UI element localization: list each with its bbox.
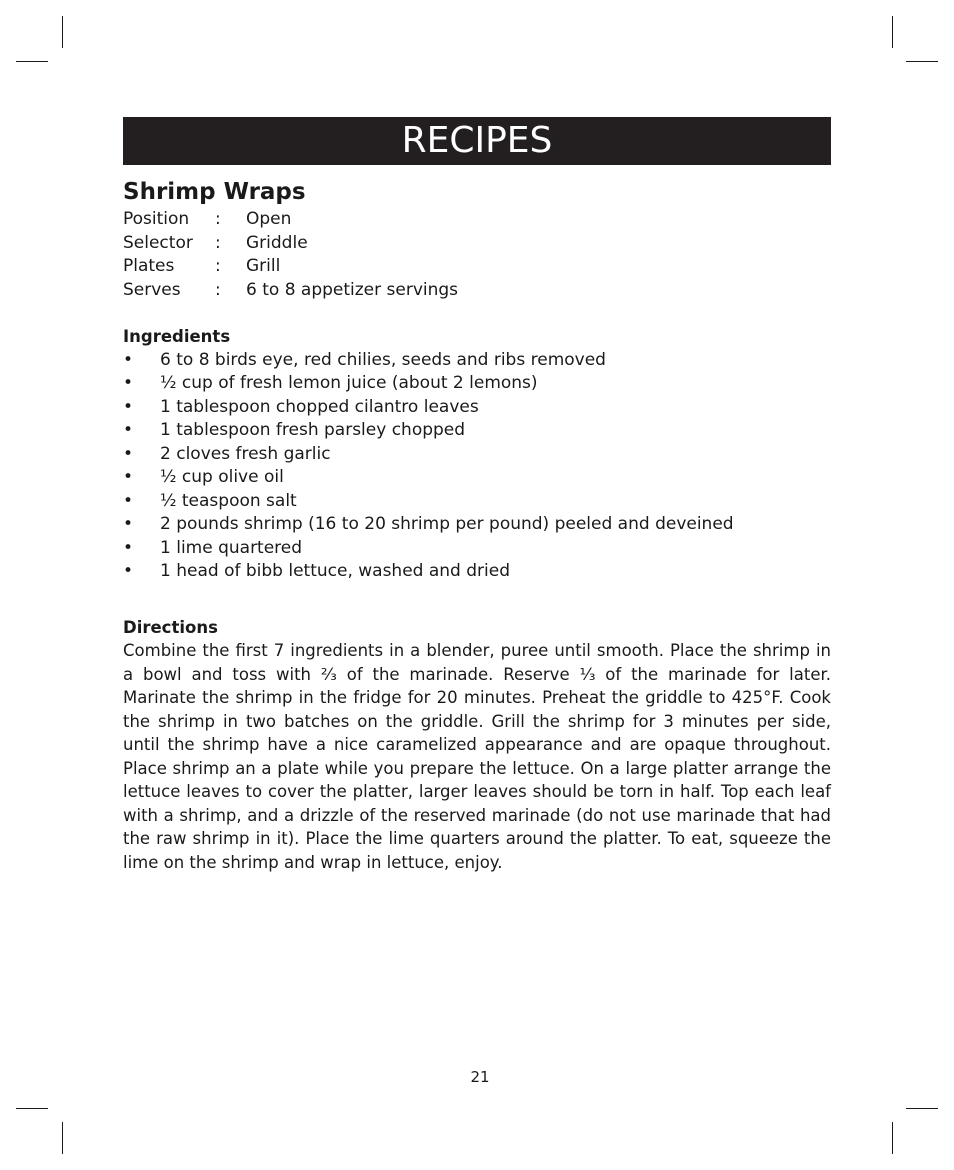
bullet: • xyxy=(123,396,134,417)
crop-mark-top-right-v xyxy=(892,16,893,48)
ingredients-heading: Ingredients xyxy=(123,327,231,346)
directions-text: Combine the first 7 ingredients in a blender, puree until smooth. Place the shrimp in a bowl and toss with ²⁄₃ of the marinade. Reserve ¹⁄₃ of the marinade for later. Marinate the shrimp in the fridge for 20 minutes. Preheat the griddle to 425°F. Cook the shrimp in two batches on the griddle. Grill the shrimp for 3 minutes per side, until the shrimp have a nice caramelized appearance and are opaque throughout. Place shrimp an a plate while you prepare the lettuce. On a large platter arrange the lettuce leaves to cover the platter, larger leaves should be torn in half. Top each leaf with a shrimp, and a drizzle of the reserved marinade (do not use marinade that had the raw shrimp in it). Place the lime quarters around the platter. To eat, squeeze the lime on the shrimp and wrap in lettuce, enjoy. xyxy=(123,641,831,872)
crop-mark-top-left-v xyxy=(62,16,63,48)
ingredient-text: ½ cup of fresh lemon juice (about 2 lemons) xyxy=(160,373,538,393)
bullet: • xyxy=(123,349,134,370)
spec-label: Plates xyxy=(123,256,175,276)
ingredient-text: 1 head of bibb lettuce, washed and dried xyxy=(160,561,511,581)
bullet: • xyxy=(123,561,134,581)
spec-separator: : xyxy=(215,232,221,253)
bullet: • xyxy=(123,443,134,464)
ingredient-text: 1 tablespoon fresh parsley chopped xyxy=(160,420,466,440)
ingredient-text: 2 cloves fresh garlic xyxy=(160,443,331,464)
bullet: • xyxy=(123,514,134,534)
list-item xyxy=(123,372,831,396)
bullet: • xyxy=(123,537,134,558)
spec-row-selector xyxy=(123,232,831,256)
spec-separator: : xyxy=(215,209,221,229)
list-item xyxy=(123,466,831,490)
spec-row-plates xyxy=(123,255,831,279)
bullet: • xyxy=(123,373,134,393)
crop-mark-top-left-h xyxy=(16,61,48,62)
list-item xyxy=(123,537,831,561)
directions-heading: Directions xyxy=(123,617,218,637)
spec-value: Griddle xyxy=(246,232,308,253)
spec-row-position xyxy=(123,208,831,232)
bullet: • xyxy=(123,467,134,487)
spec-value: 6 to 8 appetizer servings xyxy=(246,279,459,300)
spec-value: Open xyxy=(246,209,292,229)
list-item xyxy=(123,513,831,537)
spec-label: Selector xyxy=(123,232,193,253)
crop-mark-bottom-left-v xyxy=(62,1122,63,1154)
bullet: • xyxy=(123,420,134,440)
list-item xyxy=(123,396,831,420)
ingredient-text: ½ teaspoon salt xyxy=(160,490,297,511)
section-title: RECIPES xyxy=(401,120,553,161)
list-item xyxy=(123,490,831,514)
crop-mark-top-right-h xyxy=(906,61,938,62)
crop-mark-bottom-right-h xyxy=(906,1108,938,1109)
spec-separator: : xyxy=(215,256,221,276)
ingredient-text: 6 to 8 birds eye, red chilies, seeds and ribs removed xyxy=(160,349,606,370)
ingredient-text: ½ cup olive oil xyxy=(160,467,284,487)
spec-label: Serves xyxy=(123,279,181,300)
spec-row-serves xyxy=(123,279,831,303)
recipe-specs xyxy=(123,208,831,302)
page-number: 21 xyxy=(470,1068,490,1086)
list-item xyxy=(123,349,831,373)
ingredient-list xyxy=(123,349,831,584)
spec-value: Grill xyxy=(246,256,281,276)
ingredient-text: 1 tablespoon chopped cilantro leaves xyxy=(160,396,479,417)
list-item xyxy=(123,560,831,584)
crop-mark-bottom-right-v xyxy=(892,1122,893,1154)
ingredient-text: 2 pounds shrimp (16 to 20 shrimp per pound) peeled and deveined xyxy=(160,514,734,534)
crop-mark-bottom-left-h xyxy=(16,1108,48,1109)
bullet: • xyxy=(123,490,134,511)
recipe-content xyxy=(123,176,831,874)
recipe-title: Shrimp Wraps xyxy=(123,179,306,205)
spec-label: Position xyxy=(123,209,190,229)
spec-separator: : xyxy=(215,279,221,300)
section-banner xyxy=(123,117,831,165)
ingredient-text: 1 lime quartered xyxy=(160,537,303,558)
list-item xyxy=(123,419,831,443)
list-item xyxy=(123,443,831,467)
